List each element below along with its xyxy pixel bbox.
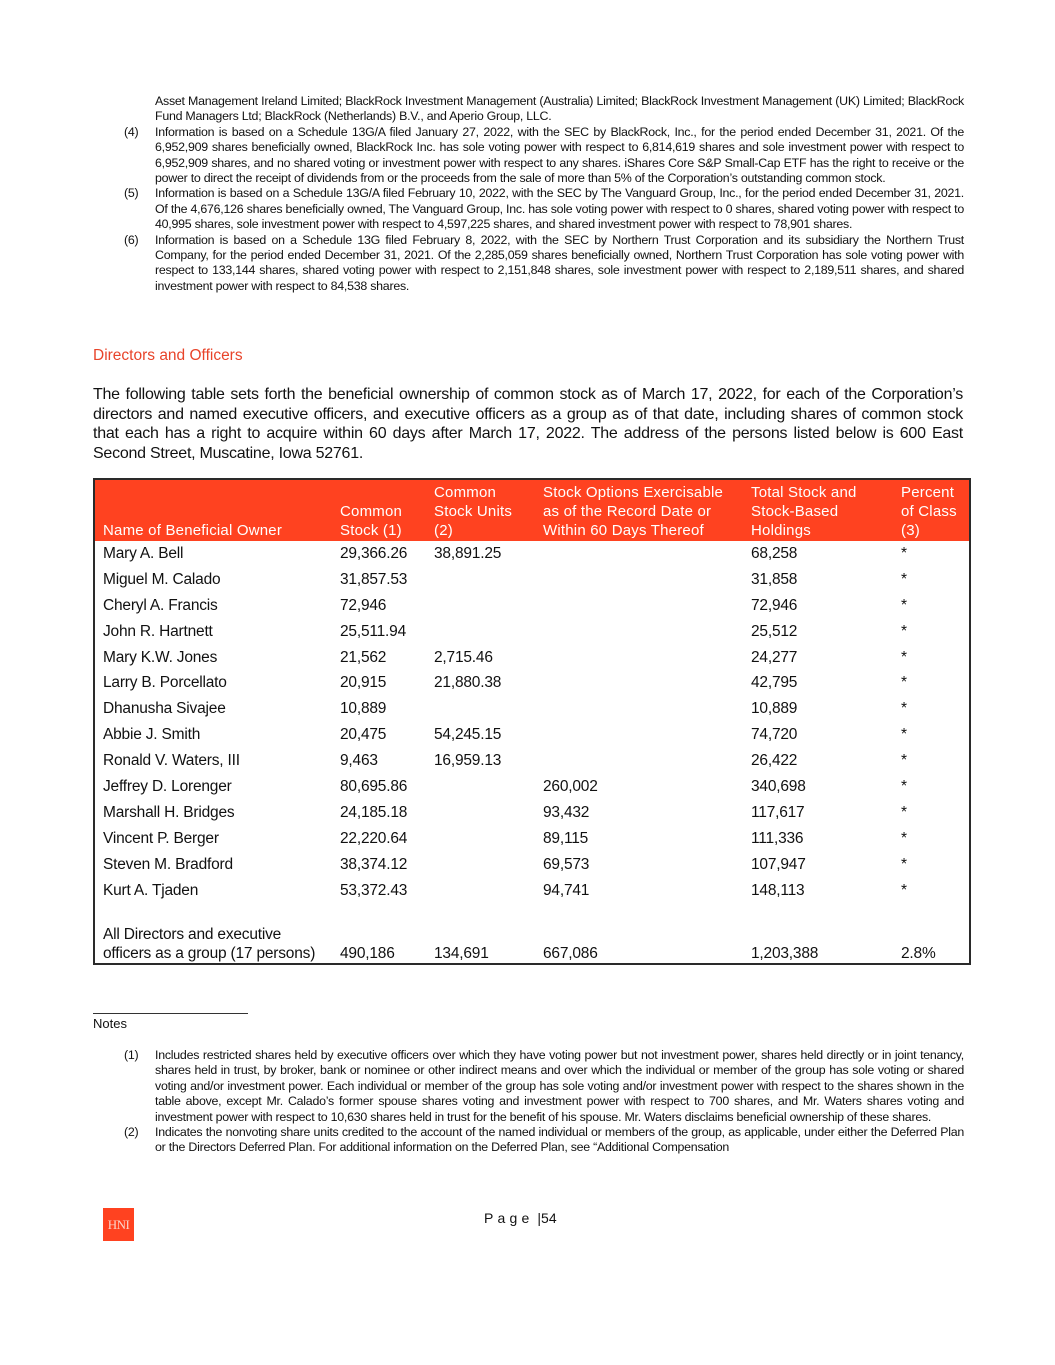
owner-name: Jeffrey D. Lorenger [103, 777, 232, 795]
table-row [95, 567, 969, 593]
common-stock: 20,475 [340, 726, 387, 744]
column-header-percent: Percent of Class (3) [901, 484, 957, 539]
stock-options: 260,002 [543, 777, 598, 795]
total-holdings: 1,203,388 [751, 945, 819, 963]
stock-units: 38,891.25 [434, 544, 502, 562]
note-1 [118, 1048, 964, 1125]
notes-divider [93, 1013, 248, 1014]
total-holdings: 24,277 [751, 648, 798, 666]
page-label: Page [484, 1210, 534, 1226]
table-row-group-total [95, 903, 969, 963]
common-stock: 490,186 [340, 945, 395, 963]
stock-units [426, 593, 535, 619]
ownership-table [93, 478, 971, 965]
stock-units: 2,715.46 [434, 648, 493, 666]
stock-options: 667,086 [543, 945, 598, 963]
total-holdings: 107,947 [751, 855, 806, 873]
percent-of-class: * [901, 544, 907, 562]
table-row [95, 748, 969, 774]
table-row [95, 722, 969, 748]
page-separator: | [537, 1210, 542, 1226]
owner-name: Cheryl A. Francis [103, 596, 218, 614]
section-heading: Directors and Officers [93, 347, 243, 364]
column-header-options: Stock Options Exercisable as of the Record Date or Within 60 Days Thereof [543, 484, 724, 539]
table-row [95, 878, 969, 904]
common-stock: 72,946 [340, 596, 387, 614]
stock-units [426, 878, 535, 904]
table-row [95, 696, 969, 722]
owner-name: All Directors and executive officers as a group (17 persons) [103, 926, 316, 963]
stock-units: 16,959.13 [434, 752, 502, 770]
total-holdings: 117,617 [751, 803, 805, 821]
owner-name: Ronald V. Waters, III [103, 752, 240, 770]
total-holdings: 42,795 [751, 674, 798, 692]
total-holdings: 26,422 [751, 752, 798, 770]
stock-units [426, 567, 535, 593]
column-header-common-stock: Common Stock (1) [340, 503, 403, 539]
percent-of-class: * [901, 881, 907, 899]
stock-units [426, 619, 535, 645]
table-row [95, 619, 969, 645]
stock-units: 134,691 [434, 945, 489, 963]
footnote-6 [118, 233, 964, 295]
percent-of-class: * [901, 726, 907, 744]
total-holdings: 10,889 [751, 700, 798, 718]
stock-options: 93,432 [543, 803, 590, 821]
percent-of-class: * [901, 700, 907, 718]
owner-name: Vincent P. Berger [103, 829, 219, 847]
stock-units [426, 774, 535, 800]
table-row [95, 593, 969, 619]
table-row [95, 541, 969, 567]
intro-paragraph: The following table sets forth the beneficial ownership of common stock as of March 17, 2022, for each of the Corporation’s directors and named executive officers, and executive officers as a group as of that date, including shares of common stock that each has a right to acquire within 60 days after March 17, 2022. The address of the persons listed below is 600 East Second Street, Muscatine, Iowa 52761. [93, 386, 963, 462]
total-holdings: 68,258 [751, 544, 798, 562]
notes-list [118, 1048, 964, 1156]
owner-name: Mary K.W. Jones [103, 648, 218, 666]
percent-of-class: * [901, 855, 907, 873]
owner-name: Abbie J. Smith [103, 726, 201, 744]
stock-options: 89,115 [543, 829, 589, 847]
common-stock: 31,857.53 [340, 570, 408, 588]
table-row [95, 670, 969, 696]
footnote-number: (4) [124, 124, 139, 139]
owner-name: Steven M. Bradford [103, 855, 233, 873]
common-stock: 80,695.86 [340, 777, 408, 795]
stock-options [535, 541, 743, 567]
percent-of-class: * [901, 777, 907, 795]
column-header-stock-units: Common Stock Units (2) [434, 484, 513, 539]
stock-options [535, 722, 743, 748]
percent-of-class: * [901, 596, 907, 614]
common-stock: 22,220.64 [340, 829, 408, 847]
table-row [95, 774, 969, 800]
common-stock: 24,185.18 [340, 803, 408, 821]
common-stock: 38,374.12 [340, 855, 408, 873]
stock-options [535, 670, 743, 696]
owner-name: Marshall H. Bridges [103, 803, 235, 821]
stock-options [535, 567, 743, 593]
total-holdings: 340,698 [751, 777, 806, 795]
stock-options [535, 593, 743, 619]
column-header-name: Name of Beneficial Owner [103, 522, 283, 539]
stock-options [535, 645, 743, 671]
footnote-number: (6) [124, 232, 139, 247]
footnote-text: Information is based on a Schedule 13G filed February 8, 2022, with the SEC by Northern Trust Corporation and its subsidiary the Northern Trust Company, for the period ended December 31, 2021. Of the 2,285,059 shares beneficially owned, Northern Trust Corporation has sole voting power with respect to 133,144 shares, shared voting power with respect to 2,151,848 shares, sole investment power with respect to 2,189,511 shares, and shared investment power with respect to 84,538 shares. [155, 232, 964, 293]
stock-units [426, 696, 535, 722]
hni-logo: HNI [103, 1208, 134, 1241]
total-holdings: 148,113 [751, 881, 805, 899]
notes-label: Notes [93, 1016, 127, 1031]
stock-options [535, 748, 743, 774]
stock-units: 21,880.38 [434, 674, 502, 692]
common-stock: 20,915 [340, 674, 387, 692]
note-text: Includes restricted shares held by executive officers over which they have voting power but not investment power, shares held directly or in joint tenancy, shares held in trust, by broker, bank or nominee or other indirect means and over which the individual or member of the group has sole voting or shared voting and/or investment power. Each individual or member of the group has sole voting and/or investment power with respect to the shares shown in the table above, except Mr. Calado’s former spouse shares voting and investment power with respect to 700 shares, and Mr. Waters shares voting and investment power with respect to 10,630 shares held in trust for the benefit of his spouse. Mr. Waters disclaims beneficial ownership of these shares. [155, 1048, 964, 1124]
percent-of-class: * [901, 648, 907, 666]
stock-units [426, 800, 535, 826]
page-number [484, 1210, 557, 1226]
stock-options: 94,741 [543, 881, 590, 899]
table-row [95, 800, 969, 826]
table-header-row [95, 480, 969, 541]
stock-options [535, 696, 743, 722]
total-holdings: 72,946 [751, 596, 798, 614]
owner-name: Mary A. Bell [103, 544, 184, 562]
note-number: (1) [124, 1048, 139, 1062]
total-holdings: 31,858 [751, 570, 798, 588]
stock-options: 69,573 [543, 855, 590, 873]
percent-of-class: * [901, 803, 907, 821]
table-row [95, 852, 969, 878]
footnote-text: Information is based on a Schedule 13G/A filed February 10, 2022, with the SEC by The Vanguard Group, Inc., for the period ended December 31, 2021. Of the 4,676,126 shares beneficially owned, The Vanguard Group, Inc. has sole voting power with respect to 0 shares, shared voting power with respect to 40,995 shares, sole investment power with respect to 4,597,225 shares, and shared investment power with respect to 78,901 shares. [155, 186, 964, 232]
total-holdings: 111,336 [751, 829, 804, 847]
owner-name: Kurt A. Tjaden [103, 881, 199, 899]
footnote-text: Information is based on a Schedule 13G/A filed January 27, 2022, with the SEC by BlackRock, Inc., for the period ended December 31, 2021. Of the 6,952,909 shares beneficially owned, BlackRock Inc. has sole voting power with respect to 6,814,619 shares and sole investment power with respect to 6,952,909 shares, and no shared voting or investment power with respect to any shares. iShares Core S&P Small-Cap ETF has the right to receive or the power to direct the receipt of dividends from or the proceeds from the sale of more than 5% of the Corporation’s outstanding common stock. [155, 124, 964, 186]
owner-name: Miguel M. Calado [103, 570, 221, 588]
stock-units [426, 826, 535, 852]
owner-name: Dhanusha Sivajee [103, 700, 226, 718]
common-stock: 53,372.43 [340, 881, 408, 899]
common-stock: 29,366.26 [340, 544, 408, 562]
column-header-total: Total Stock and Stock-Based Holdings [751, 484, 857, 539]
total-holdings: 74,720 [751, 726, 798, 744]
table-row [95, 645, 969, 671]
note-text: Indicates the nonvoting share units credited to the account of the named individual or members of the group, as applicable, under either the Deferred Plan or the Directors Deferred Plan. For additional information on the Deferred Plan, see “Additional Compensation [155, 1125, 964, 1155]
percent-of-class: 2.8% [901, 945, 936, 963]
table-row [95, 826, 969, 852]
common-stock: 10,889 [340, 700, 387, 718]
footnotes-top [118, 94, 964, 294]
page-number-value: 54 [541, 1210, 557, 1226]
percent-of-class: * [901, 752, 907, 770]
owner-name: John R. Hartnett [103, 622, 213, 640]
footnote-number: (5) [124, 186, 139, 201]
note-2 [118, 1125, 964, 1156]
footnote-5 [118, 186, 964, 232]
percent-of-class: * [901, 622, 907, 640]
stock-options [535, 619, 743, 645]
stock-units [426, 852, 535, 878]
percent-of-class: * [901, 829, 907, 847]
footnote-4 [118, 125, 964, 187]
note-number: (2) [124, 1125, 139, 1140]
percent-of-class: * [901, 570, 907, 588]
stock-units: 54,245.15 [434, 726, 502, 744]
total-holdings: 25,512 [751, 622, 798, 640]
common-stock: 25,511.94 [340, 622, 407, 640]
footnote-continuation: Asset Management Ireland Limited; BlackRock Investment Management (Australia) Limited; BlackRock Investment Management (UK) Limited; BlackRock Fund Managers Ltd; BlackRock (Netherlands) B.V., and Aperio Group, LLC. [155, 94, 964, 124]
owner-name: Larry B. Porcellato [103, 674, 227, 692]
common-stock: 21,562 [340, 648, 387, 666]
common-stock: 9,463 [340, 752, 378, 770]
percent-of-class: * [901, 674, 907, 692]
